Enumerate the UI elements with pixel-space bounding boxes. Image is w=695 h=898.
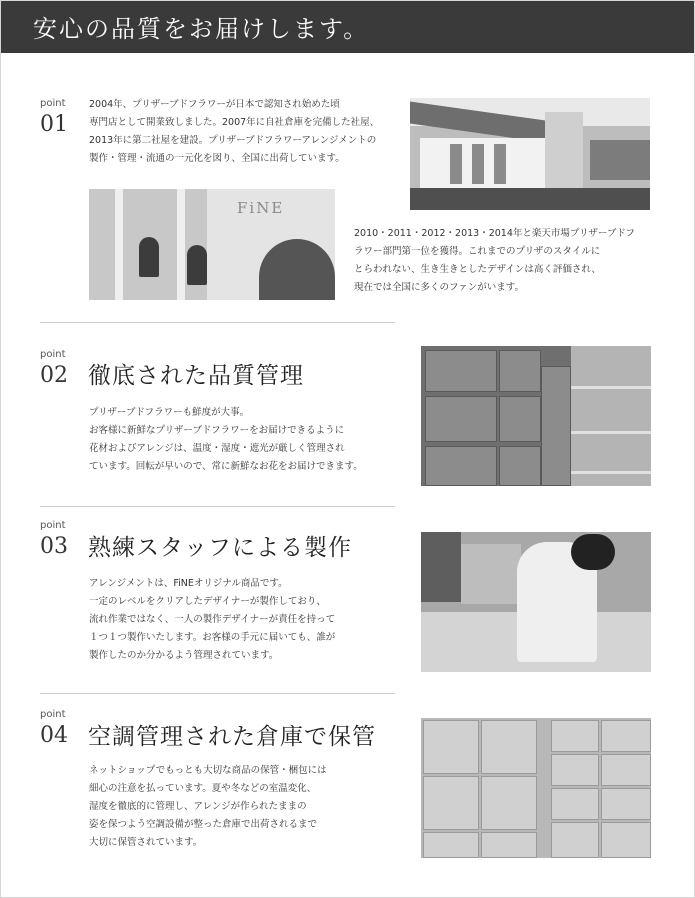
text-line: 花材およびアレンジは、温度・湿度・遮光が厳しく管理され [89, 443, 345, 454]
text-line: とらわれない、生き生きとしたデザインは高く評価され、 [354, 264, 601, 275]
text-line: アレンジメントは、FiNEオリジナル商品です。 [89, 578, 288, 589]
text-line: 一定のレベルをクリアしたデザイナーが製作しており、 [89, 596, 326, 607]
point-label-02: point [40, 349, 66, 360]
text-line: 専門店として開業致しました。2007年に自社倉庫を完備した社屋、 [89, 117, 380, 128]
point-label-03: point [40, 520, 66, 531]
point-number-03: 03 [40, 534, 68, 559]
text-line: 湿度を徹底的に管理し、アレンジが作られたままの [89, 801, 307, 812]
section-divider [40, 506, 395, 507]
section-divider [40, 693, 395, 694]
text-line: 製作したのか分かるよう管理されています。 [89, 650, 279, 661]
office-sign: FiNE [237, 199, 285, 217]
text-line: ネットショップでもっとも大切な商品の保管・梱包には [89, 765, 327, 776]
text-line: お客様に新鮮なプリザーブドフラワーをお届けできるように [89, 425, 345, 436]
text-line: 2013年に第二社屋を建設。プリザーブドフラワーアレンジメントの [89, 135, 377, 146]
point-number-02: 02 [40, 363, 68, 388]
text-line: 流れ作業ではなく、一人の製作デザイナーが責任を持って [89, 614, 336, 625]
text-line: 2004年、プリザーブドフラワーが日本で認知され始めた頃 [89, 99, 340, 110]
point-02-paragraph [89, 404, 363, 476]
point-label-01: point [40, 98, 66, 109]
office-photo [89, 189, 335, 300]
staff-working-photo [421, 532, 651, 672]
warehouse-cartons-photo [421, 718, 651, 858]
point-02-heading: 徹底された品質管理 [88, 363, 304, 389]
warehouse-boxes-photo [421, 346, 651, 486]
text-line: プリザーブドフラワーも鮮度が大事。 [89, 407, 250, 418]
text-line: ています。回転が早いので、常に新鮮なお花をお届けできます。 [89, 461, 363, 472]
building-exterior-photo [410, 98, 650, 210]
point-03-paragraph [89, 575, 335, 665]
point-04-paragraph [89, 762, 327, 852]
text-line: ラワー部門第一位を獲得。これまでのプリザのスタイルに [354, 246, 601, 257]
point-03-heading: 熟練スタッフによる製作 [88, 535, 352, 561]
banner [1, 1, 694, 53]
text-line: 姿を保つよう空調設備が整った倉庫で出荷されるまで [89, 819, 318, 830]
point-01-paragraph-1 [89, 96, 379, 168]
text-line: 大切に保管されています。 [89, 837, 203, 848]
text-line: 2010・2011・2012・2013・2014年と楽天市場プリザーブドフ [354, 228, 636, 239]
point-number-04: 04 [40, 723, 68, 748]
point-label-04: point [40, 709, 66, 720]
text-line: 現在では全国に多くのファンがいます。 [354, 282, 525, 293]
banner-title: 安心の品質をお届けします。 [33, 15, 370, 43]
text-line: 細心の注意を払っています。夏や冬などの室温変化、 [89, 783, 317, 794]
text-line: １つ１つ製作いたします。お客様の手元に届いても、誰が [89, 632, 336, 643]
point-number-01: 01 [40, 112, 68, 137]
section-divider [40, 322, 395, 323]
point-01-paragraph-2 [354, 225, 635, 297]
text-line: 製作・管理・流通の一元化を図り、全国に出荷しています。 [89, 153, 345, 164]
point-04-heading: 空調管理された倉庫で保管 [88, 724, 376, 750]
